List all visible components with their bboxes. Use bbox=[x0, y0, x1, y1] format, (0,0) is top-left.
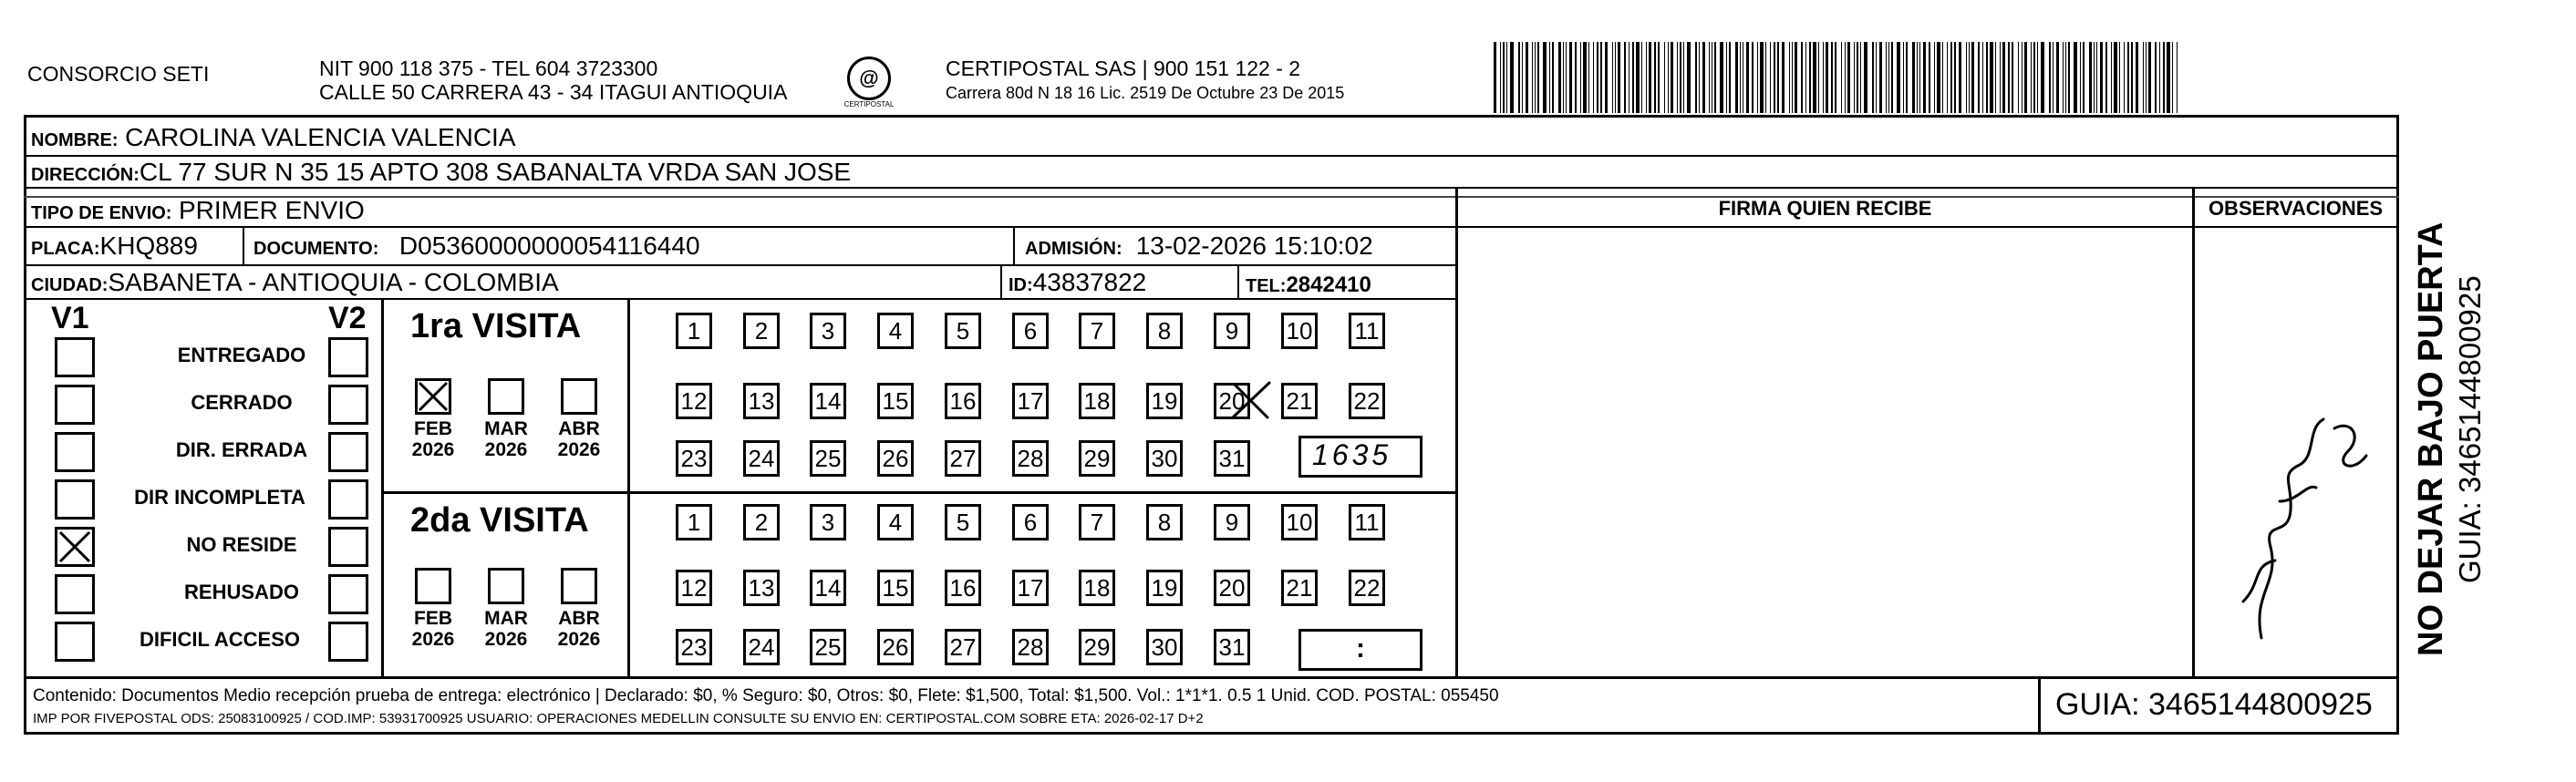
v1-dificil-acceso-checkbox[interactable] bbox=[55, 622, 95, 662]
tipo-value: PRIMER ENVIO bbox=[178, 196, 365, 224]
status-cerrado-label: CERRADO bbox=[191, 391, 293, 414]
visit1-month-mar-checkbox[interactable] bbox=[488, 378, 524, 415]
visit2-time-box: : bbox=[1298, 629, 1422, 671]
visit1-day-6[interactable]: 6 bbox=[1012, 313, 1049, 349]
documento-field bbox=[253, 231, 700, 264]
status-dificil-acceso-label: DIFICIL ACCESO bbox=[139, 628, 300, 651]
visit1-day-2[interactable]: 2 bbox=[743, 313, 780, 349]
visit1-day-29[interactable]: 29 bbox=[1079, 440, 1115, 477]
visit2-day-30[interactable]: 30 bbox=[1146, 629, 1183, 665]
firma-column-title: FIRMA QUIEN RECIBE bbox=[1718, 197, 1932, 220]
placa-field bbox=[31, 231, 198, 264]
logo-text: CERTIPOSTAL bbox=[843, 100, 895, 108]
ciudad-value: SABANETA - ANTIOQUIA - COLOMBIA bbox=[108, 268, 559, 296]
visit2-day-10[interactable]: 10 bbox=[1281, 504, 1318, 540]
month-name: FEB bbox=[414, 608, 452, 629]
month-year: 2026 bbox=[557, 439, 601, 460]
visit2-day-28[interactable]: 28 bbox=[1012, 629, 1049, 665]
visit2-month-feb-checkbox[interactable] bbox=[415, 568, 451, 604]
nit-line: NIT 900 118 375 - TEL 604 3723300 bbox=[319, 57, 658, 80]
status-dir-errada-label: DIR. ERRADA bbox=[175, 438, 308, 461]
visit1-month-feb-checkbox[interactable] bbox=[415, 378, 451, 415]
visit2-day-31[interactable]: 31 bbox=[1214, 629, 1250, 665]
footer-guia: GUIA: 3465144800925 bbox=[2055, 687, 2373, 722]
visit2-day-19[interactable]: 19 bbox=[1146, 570, 1183, 606]
visit1-day-11[interactable]: 11 bbox=[1349, 313, 1385, 349]
v1-dir-errada-checkbox[interactable] bbox=[55, 432, 95, 472]
ciudad-label: CIUDAD: bbox=[31, 275, 109, 295]
visit2-day-29[interactable]: 29 bbox=[1079, 629, 1115, 665]
side-guia: GUIA: 3465144800925 bbox=[2453, 275, 2487, 583]
visit2-month-mar-label bbox=[479, 608, 533, 650]
month-name: ABR bbox=[558, 418, 600, 439]
nombre-field bbox=[31, 122, 516, 156]
address-line: CALLE 50 CARRERA 43 - 34 ITAGUI ANTIOQUIA bbox=[319, 80, 788, 104]
visit2-day-20[interactable]: 20 bbox=[1214, 570, 1250, 606]
status-no-reside-label: NO RESIDE bbox=[186, 533, 297, 556]
visit1-day-16[interactable]: 16 bbox=[945, 383, 981, 419]
visit2-day-26[interactable]: 26 bbox=[877, 629, 914, 665]
visit2-day-21[interactable]: 21 bbox=[1281, 570, 1318, 606]
company-name: CONSORCIO SETI bbox=[27, 62, 210, 86]
month-name: ABR bbox=[558, 608, 600, 629]
certipostal-logo bbox=[837, 57, 901, 108]
visit1-month-abr-checkbox[interactable] bbox=[561, 378, 597, 415]
visit1-day-13[interactable]: 13 bbox=[743, 383, 780, 419]
admision-label: ADMISIÓN: bbox=[1025, 239, 1122, 259]
visit1-day-5[interactable]: 5 bbox=[945, 313, 981, 349]
v1-entregado-checkbox[interactable] bbox=[55, 337, 95, 377]
visit2-day-9[interactable]: 9 bbox=[1214, 504, 1250, 540]
direccion-label: DIRECCIÓN: bbox=[31, 165, 140, 185]
visit1-day-24[interactable]: 24 bbox=[743, 440, 780, 477]
status-entregado-label: ENTREGADO bbox=[177, 344, 306, 366]
v1-rehusado-checkbox[interactable] bbox=[55, 574, 95, 614]
visit2-day-4[interactable]: 4 bbox=[877, 504, 914, 540]
visit1-day-22[interactable]: 22 bbox=[1349, 383, 1385, 419]
v2-dir-incompleta-checkbox[interactable] bbox=[328, 479, 368, 520]
visit2-day-17[interactable]: 17 bbox=[1012, 570, 1049, 606]
visit1-day-1[interactable]: 1 bbox=[676, 313, 712, 349]
tipo-field bbox=[31, 195, 365, 229]
nombre-value: CAROLINA VALENCIA VALENCIA bbox=[125, 123, 516, 151]
visit2-month-mar-checkbox[interactable] bbox=[488, 568, 524, 604]
month-name: MAR bbox=[484, 418, 528, 439]
visit1-day-25[interactable]: 25 bbox=[810, 440, 846, 477]
v1-cerrado-checkbox[interactable] bbox=[55, 385, 95, 425]
visit2-day-23[interactable]: 23 bbox=[676, 629, 712, 665]
id-value: 43837822 bbox=[1032, 268, 1147, 296]
visit2-day-16[interactable]: 16 bbox=[945, 570, 981, 606]
status-dir-incompleta-label: DIR INCOMPLETA bbox=[134, 486, 305, 509]
visit2-day-25[interactable]: 25 bbox=[810, 629, 846, 665]
nombre-label: NOMBRE: bbox=[31, 130, 119, 150]
ciudad-field bbox=[31, 267, 559, 301]
visit2-month-abr-label bbox=[552, 608, 606, 650]
visit1-time-box bbox=[1298, 436, 1422, 478]
visit1-day-3[interactable]: 3 bbox=[810, 313, 846, 349]
certipostal-line: CERTIPOSTAL SAS | 900 151 122 - 2 bbox=[946, 57, 1301, 80]
visit1-day-31[interactable]: 31 bbox=[1214, 440, 1250, 477]
visit1-month-mar-label bbox=[479, 418, 533, 460]
visit2-month-abr-checkbox[interactable] bbox=[561, 568, 597, 604]
tipo-label: TIPO DE ENVIO: bbox=[31, 203, 172, 223]
month-name: FEB bbox=[414, 418, 452, 439]
v2-label: V2 bbox=[328, 301, 367, 335]
v2-no-reside-checkbox[interactable] bbox=[328, 527, 368, 567]
visit1-day-23[interactable]: 23 bbox=[676, 440, 712, 477]
imp-line: IMP POR FIVEPOSTAL ODS: 25083100925 / COD.IMP: 53931700925 USUARIO: OPERACIONES MEDELLIN CONSULTE SU ENVIO EN: CERTIPOSTAL.COM SOBRE ETA: 2026-02-17 D+2 bbox=[33, 711, 1204, 726]
no-dejar-bajo-puerta: NO DEJAR BAJO PUERTA bbox=[2412, 221, 2450, 656]
visit1-day-4[interactable]: 4 bbox=[877, 313, 914, 349]
day-20-cross-mark bbox=[1229, 377, 1275, 423]
visit1-day-17[interactable]: 17 bbox=[1012, 383, 1049, 419]
visit2-day-6[interactable]: 6 bbox=[1012, 504, 1049, 540]
visit1-title: 1ra VISITA bbox=[410, 307, 582, 345]
visit2-day-24[interactable]: 24 bbox=[743, 629, 780, 665]
visit1-day-21[interactable]: 21 bbox=[1281, 383, 1318, 419]
v2-cerrado-checkbox[interactable] bbox=[328, 385, 368, 425]
status-rehusado-label: REHUSADO bbox=[184, 581, 299, 603]
direccion-value: CL 77 SUR N 35 15 APTO 308 SABANALTA VRDA SAN JOSE bbox=[139, 158, 852, 186]
visit2-day-22[interactable]: 22 bbox=[1349, 570, 1385, 606]
visit2-day-14[interactable]: 14 bbox=[810, 570, 846, 606]
visit2-title: 2da VISITA bbox=[410, 501, 589, 540]
direccion-field bbox=[31, 157, 851, 190]
visit2-day-11[interactable]: 11 bbox=[1349, 504, 1385, 540]
visit2-day-12[interactable]: 12 bbox=[676, 570, 712, 606]
visit1-day-19[interactable]: 19 bbox=[1146, 383, 1183, 419]
month-name: MAR bbox=[484, 608, 528, 629]
placa-label: PLACA: bbox=[31, 239, 100, 259]
visit1-day-30[interactable]: 30 bbox=[1146, 440, 1183, 477]
visit1-day-12[interactable]: 12 bbox=[676, 383, 712, 419]
observaciones-column-title: OBSERVACIONES bbox=[2208, 197, 2384, 220]
v2-dir-errada-checkbox[interactable] bbox=[328, 432, 368, 472]
visit2-day-27[interactable]: 27 bbox=[945, 629, 981, 665]
month-year: 2026 bbox=[484, 629, 528, 650]
v1-no-reside-checkbox[interactable] bbox=[55, 527, 95, 567]
visit2-day-8[interactable]: 8 bbox=[1146, 504, 1183, 540]
v1-label: V1 bbox=[51, 301, 89, 335]
tel-value: 2842410 bbox=[1286, 273, 1371, 297]
month-year: 2026 bbox=[411, 439, 455, 460]
admision-field bbox=[1025, 231, 1373, 264]
visit1-day-9[interactable]: 9 bbox=[1214, 313, 1250, 349]
month-year: 2026 bbox=[411, 629, 455, 650]
placa-value: KHQ889 bbox=[99, 232, 198, 260]
visit2-day-13[interactable]: 13 bbox=[743, 570, 780, 606]
barcode-icon bbox=[1494, 42, 2183, 113]
logo-icon: @ bbox=[847, 57, 891, 100]
tel-field bbox=[1246, 268, 1371, 302]
visit2-day-15[interactable]: 15 bbox=[877, 570, 914, 606]
visit1-day-28[interactable]: 28 bbox=[1012, 440, 1049, 477]
documento-value: D05360000000054116440 bbox=[398, 232, 700, 260]
visit2-day-2[interactable]: 2 bbox=[743, 504, 780, 540]
visit1-day-8[interactable]: 8 bbox=[1146, 313, 1183, 349]
v2-entregado-checkbox[interactable] bbox=[328, 337, 368, 377]
visit1-day-14[interactable]: 14 bbox=[810, 383, 846, 419]
v2-rehusado-checkbox[interactable] bbox=[328, 574, 368, 614]
month-year: 2026 bbox=[557, 629, 601, 650]
visit1-day-20[interactable]: 20 bbox=[1214, 383, 1250, 419]
visit2-day-5[interactable]: 5 bbox=[945, 504, 981, 540]
id-field bbox=[1009, 267, 1146, 301]
visit2-day-3[interactable]: 3 bbox=[810, 504, 846, 540]
handwritten-signature bbox=[2225, 365, 2380, 665]
visit2-day-1[interactable]: 1 bbox=[676, 504, 712, 540]
v1-dir-incompleta-checkbox[interactable] bbox=[55, 479, 95, 520]
visit1-day-10[interactable]: 10 bbox=[1281, 313, 1318, 349]
visit1-day-7[interactable]: 7 bbox=[1079, 313, 1115, 349]
visit1-month-feb-label bbox=[406, 418, 460, 460]
tel-label: TEL: bbox=[1246, 276, 1287, 296]
visit1-time-handwritten: 1635 bbox=[1312, 438, 1392, 471]
visit1-day-15[interactable]: 15 bbox=[877, 383, 914, 419]
v2-dificil-acceso-checkbox[interactable] bbox=[328, 622, 368, 662]
documento-label: DOCUMENTO: bbox=[253, 239, 379, 259]
visit2-day-7[interactable]: 7 bbox=[1079, 504, 1115, 540]
admision-value: 13-02-2026 15:10:02 bbox=[1135, 232, 1373, 260]
contenido-line: Contenido: Documentos Medio recepción prueba de entrega: electrónico | Declarado: $0, % Seguro: $0, Otros: $0, Flete: $1,500, Total: $1,500. Vol.: 1*1*1. 0.5 1 Unid. COD. POSTAL: 055450 bbox=[33, 686, 1499, 705]
visit1-day-27[interactable]: 27 bbox=[945, 440, 981, 477]
visit2-day-18[interactable]: 18 bbox=[1079, 570, 1115, 606]
license-line: Carrera 80d N 18 16 Lic. 2519 De Octubre 23 De 2015 bbox=[946, 84, 1345, 102]
visit1-day-18[interactable]: 18 bbox=[1079, 383, 1115, 419]
visit1-day-26[interactable]: 26 bbox=[877, 440, 914, 477]
month-year: 2026 bbox=[484, 439, 528, 460]
visit1-month-abr-label bbox=[552, 418, 606, 460]
id-label: ID: bbox=[1009, 275, 1033, 295]
visit2-month-feb-label bbox=[406, 608, 460, 650]
